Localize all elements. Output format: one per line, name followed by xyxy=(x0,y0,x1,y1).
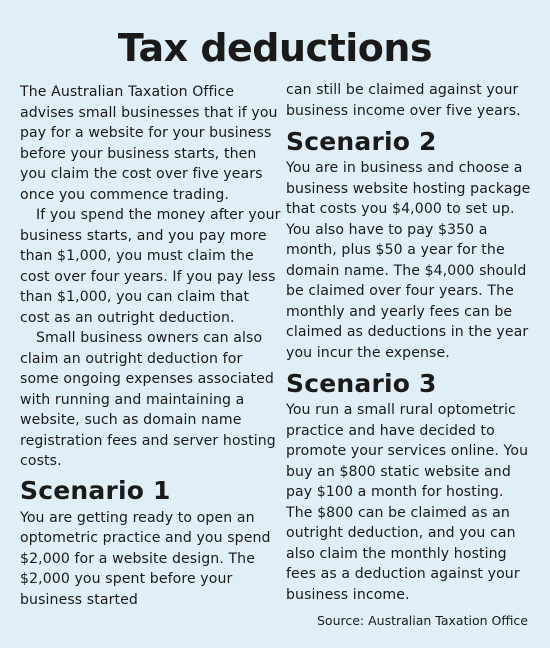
scenario-1-continued: can still be claimed against your business income over five years. xyxy=(286,82,521,119)
scenario-2-heading: Scenario 2 xyxy=(286,127,437,156)
right-column xyxy=(286,80,534,605)
scenario-3-heading: Scenario 3 xyxy=(286,369,437,398)
scenario-3-text: You run a small rural optometric practice and have decided to promote your services online. You buy an $800 static website and pay $100 a month for hosting. The $800 can be claimed as an outright deduction, and you can also claim the monthly hosting fees as a deduction against your business income. xyxy=(286,402,529,603)
scenario-2-text: You are in business and choose a business website hosting package that costs you $4,000 to set up. You also have to pay $350 a month, plus $50 a year for the domain name. The $4,000 should be claimed over four years. The monthly and yearly fees can be claimed as deductions in the year you incur the expense. xyxy=(286,160,531,361)
left-column xyxy=(20,82,282,610)
scenario-1-heading: Scenario 1 xyxy=(20,475,171,505)
intro-paragraph-1: The Australian Taxation Office advises small businesses that if you pay for a website for your business before your business starts, then you claim the cost over five years once you commence trading. xyxy=(20,84,278,203)
page-title: Tax deductions xyxy=(117,26,433,70)
scenario-1-text: You are getting ready to open an optometric practice and you spend $2,000 for a website design. The $2,000 you spent before your business started xyxy=(20,509,271,608)
source-credit: Source: Australian Taxation Office xyxy=(317,613,528,628)
intro-paragraph-3: Small business owners can also claim an outright deduction for some ongoing expenses associated with running and maintaining a website, such as domain name registration fees and server hosting costs. xyxy=(20,330,276,469)
intro-paragraph-2: If you spend the money after your business starts, and you pay more than $1,000, you must claim the cost over four years. If you pay less than $1,000, you can claim that cost as an outright deduction. xyxy=(20,207,281,326)
